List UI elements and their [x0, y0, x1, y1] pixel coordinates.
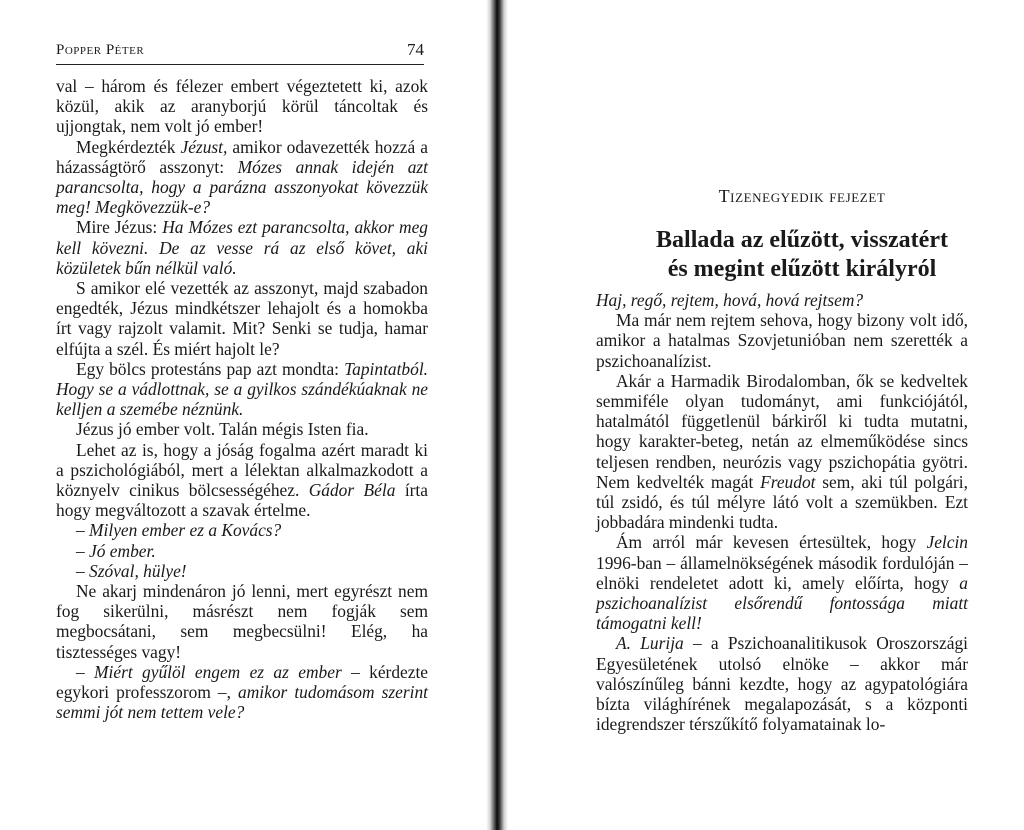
text-run: – [76, 661, 95, 682]
paragraph [596, 633, 968, 734]
text-run: Ne akarj mindenáron jó lenni, mert egyrészt nem fog sikerülni, másrészt nem fogják sem megbocsátani, sem megbecsülni! Elég, ha tisztességes vagy! [56, 581, 428, 662]
text-run: Mire Jézus: [76, 217, 163, 238]
italic-run: Haj, regő, rejtem, hová, hová rejtsem? [596, 290, 864, 310]
text-run: írta hogy megváltozott a szavak értelme. [56, 480, 428, 521]
italic-run: Jó ember. [89, 540, 156, 561]
text-run: amikor odavezették hozzá a házasságtörő asszonyt: [56, 136, 428, 177]
book-gutter [486, 0, 508, 830]
page-number: 74 [407, 40, 424, 59]
text-run: Megkérdezték [76, 136, 181, 157]
italic-run: amikor tudomásom szerint semmi jót nem tettem vele? [56, 682, 428, 723]
chapter-title-line-2: és megint elűzött királyról [667, 256, 937, 282]
italic-run: Jézust, [180, 136, 228, 157]
text-run: – [76, 520, 90, 541]
text-run: – [76, 540, 90, 561]
paragraph [596, 532, 968, 633]
text-run: Ma már nem rejtem sehova, hogy bizony volt idő, amikor a hatalmas Szovjetunióban nem szerették a pszichoanalízist. [596, 310, 968, 371]
paragraph [56, 278, 428, 359]
paragraph [56, 581, 428, 662]
text-run: Jézus jó ember volt. Talán mégis Isten fia. [76, 419, 369, 440]
italic-run: A. Lurija [616, 633, 684, 654]
text-run: Akár a Harmadik Birodalomban, ők se kedveltek semmiféle olyan tudományt, ami funkciójától, hatalmától függetlenül bárkiről ki tudta mutatni, hogy karakter-beteg, netán az elmeműködése sincs teljesen rendben, neurózis vagy pszichopátia gyötri. Nem kedvelték magát [596, 370, 968, 492]
paragraph [596, 371, 968, 533]
italic-run: Tapintatból. Hogy se a vádlottnak, se a gyilkos szándékúaknak ne kelljen a szemébe néznünk. [56, 358, 428, 420]
left-page [0, 0, 490, 830]
paragraph [56, 217, 428, 278]
chapter-label-text: Tizenegyedik fejezet [718, 186, 886, 206]
chapter-label [582, 186, 1022, 207]
paragraph [56, 419, 428, 439]
chapter-title [582, 226, 1022, 284]
paragraph [596, 290, 968, 310]
paragraph [596, 310, 968, 371]
paragraph [56, 662, 428, 723]
italic-run: Ha Mózes ezt parancsolta, akkor meg kell kövezni. De az vesse rá az első követ, aki közületek bűn nélkül való. [56, 217, 428, 278]
text-run: – [76, 560, 90, 581]
right-body-text [596, 290, 968, 734]
italic-run: a pszichoanalízist elsőrendű fontossága miatt támogatni kell! [596, 572, 968, 634]
left-body-text [56, 76, 428, 723]
text-run: – a Pszichoanalitikusok Oroszországi Egyesületének utolsó elnöke – akkor már valószínűleg bánni kezdte, hogy az agypatológiára bízta világhírének megalapozását, s a központi idegrendszer térszűkítő folyamatainak lo- [596, 633, 968, 735]
italic-run: Szóval, hülye! [89, 560, 187, 581]
text-run: 1996-ban – államelnökségének második fordulóján – elnöki rendeletet adott ki, amely előírta, hogy [596, 552, 968, 593]
paragraph [56, 520, 428, 540]
chapter-title-line-1: Ballada az elűzött, visszatért [656, 227, 948, 253]
text-run: – kérdezte egykori professzorom –, [56, 661, 429, 703]
italic-run: Milyen ember ez a Kovács? [89, 520, 282, 541]
text-run: sem, aki túl polgári, túl zsidó, és túl mélyre látó volt a szemükben. Ezt jobbadára mindenki tudta. [596, 471, 968, 533]
italic-run: Freudot [760, 471, 816, 492]
paragraph [56, 76, 428, 137]
italic-run: Miért gyűlöl engem ez az ember [94, 661, 342, 682]
italic-run: Jelcin [926, 532, 968, 553]
paragraph [56, 137, 428, 218]
paragraph [56, 541, 428, 561]
italic-run: Mózes annak idején azt parancsolta, hogy a parázna asszonyokat kövezzük meg! Megkövezzük-e? [56, 156, 429, 218]
text-run: val – három és félezer embert végeztetett ki, azok közül, akik az aranyborjú körül táncoltak és ujjongtak, nem volt jó ember! [56, 76, 428, 137]
paragraph [56, 359, 428, 420]
text-run: S amikor elé vezették az asszonyt, majd szabadon engedték, Jézus mindkétszer lehajolt és a homokba írt vagy rajzolt valamit. Mit? Senki se tudja, hamar elfújta a szél. És miért hajolt le? [56, 278, 428, 359]
running-header [56, 40, 424, 65]
text-run: Egy bölcs protestáns pap azt mondta: [76, 358, 345, 379]
italic-run: Gádor Béla [308, 480, 396, 501]
text-run: Lehet az is, hogy a jóság fogalma azért maradt ki a pszichológiából, mert a lélektan alkalmazkodott a köznyelv cinikus bölcsességéhez. [56, 439, 428, 501]
paragraph [56, 440, 428, 521]
text-run: Ám arról már kevesen értesültek, hogy [616, 532, 927, 553]
running-header-author: Popper Péter [56, 42, 145, 58]
paragraph [56, 561, 428, 581]
